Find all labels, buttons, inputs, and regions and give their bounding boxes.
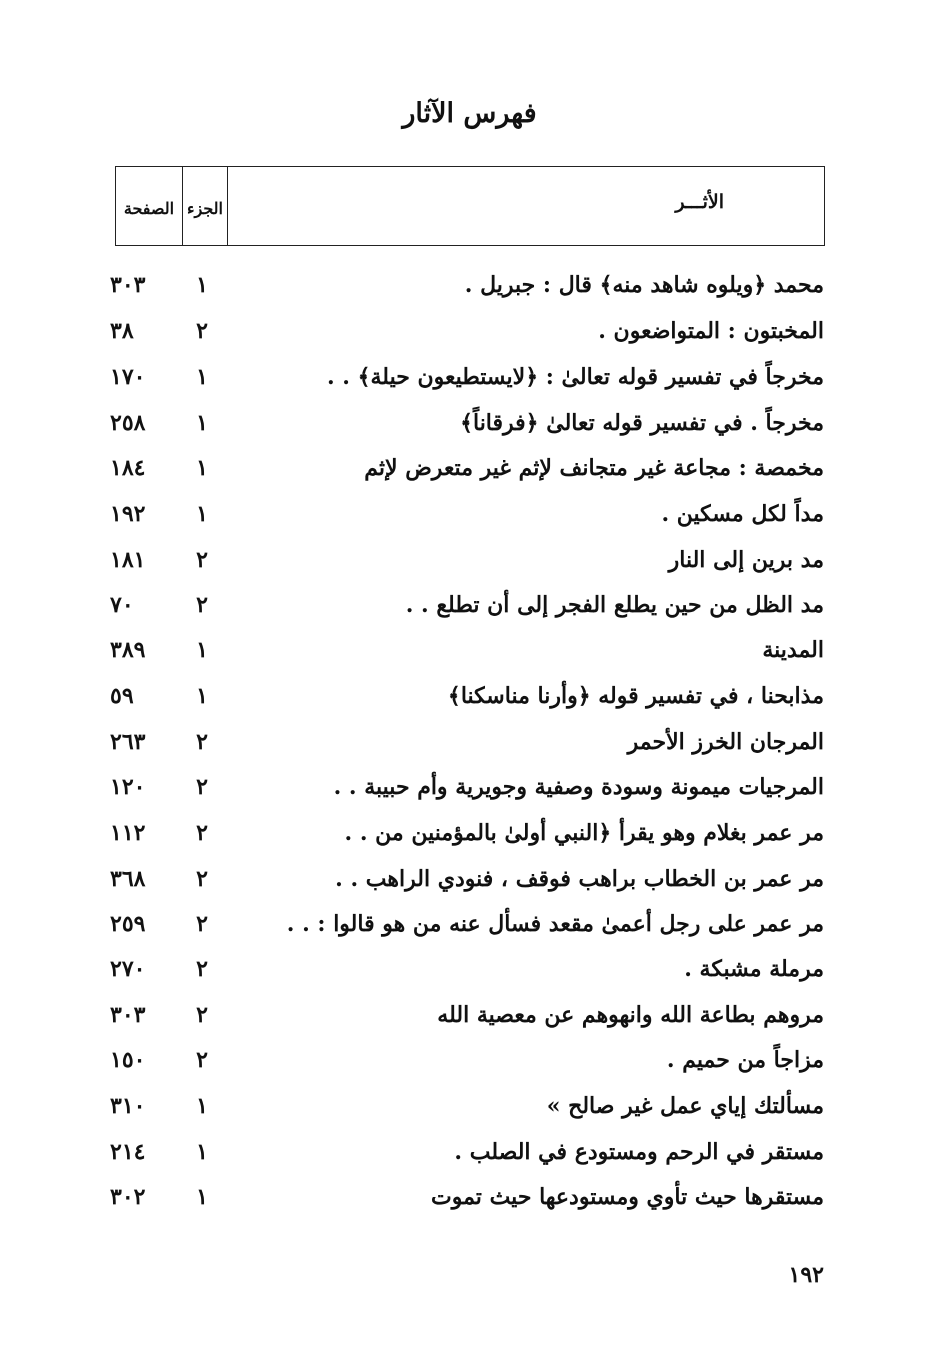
entry-page: ٣٨٩ (110, 637, 146, 663)
entry-part: ٢ (196, 866, 208, 892)
entry-text: المرجان الخرز الأحمر (627, 729, 824, 755)
index-entry (0, 765, 939, 809)
entry-text: مر عمر على رجل أعمىٰ مقعد فسأل عنه من هو قالوا : . . (286, 911, 824, 937)
entry-page: ١٨١ (110, 547, 146, 573)
entry-text: محمد ﴿ويلوه شاهد منه﴾ قال : جبريل . (464, 272, 824, 298)
index-entry (0, 993, 939, 1037)
entry-part: ٢ (196, 1002, 208, 1028)
index-entry (0, 355, 939, 399)
index-entry (0, 902, 939, 946)
entry-part: ١ (196, 272, 208, 298)
entry-page: ٢٥٩ (110, 911, 146, 937)
entry-part: ٢ (196, 820, 208, 846)
index-entry (0, 947, 939, 991)
index-entry (0, 309, 939, 353)
entry-text: المخبتون : المتواضعون . (598, 318, 824, 344)
entry-part: ١ (196, 501, 208, 527)
entry-part: ٢ (196, 911, 208, 937)
entry-page: ٣٦٨ (110, 866, 146, 892)
index-entry (0, 857, 939, 901)
entry-page: ٣٠٢ (110, 1184, 146, 1210)
index-entry (0, 583, 939, 627)
entry-page: ١٥٠ (110, 1047, 146, 1073)
entry-text: مستقر في الرحم ومستودع في الصلب . (454, 1139, 824, 1165)
entry-page: ١٨٤ (110, 455, 146, 481)
entry-text: مر عمر بن الخطاب براهب فوقف ، فنودي الراهب . . (335, 866, 824, 892)
entry-page: ٢٥٨ (110, 410, 146, 436)
entry-page: ١١٢ (110, 820, 146, 846)
entry-text: مداً لكل مسكين . (661, 501, 824, 527)
entry-page: ٣١٠ (110, 1093, 146, 1119)
entry-page: ٢٦٣ (110, 729, 146, 755)
page-number: ١٩٢ (788, 1262, 824, 1288)
entry-page: ١٢٠ (110, 774, 146, 800)
entry-part: ٢ (196, 1047, 208, 1073)
index-entry (0, 263, 939, 307)
entry-part: ١ (196, 410, 208, 436)
entry-page: ٣٠٣ (110, 1002, 146, 1028)
index-entry (0, 1038, 939, 1082)
entry-text: مد الظل من حين يطلع الفجر إلى أن تطلع . . (405, 592, 824, 618)
index-entry (0, 628, 939, 672)
index-entry (0, 1084, 939, 1128)
entry-part: ١ (196, 364, 208, 390)
entry-text: المرجيات ميمونة وسودة وصفية وجويرية وأم حبيبة . . (333, 774, 824, 800)
entry-text: مرملة مشبكة . (684, 956, 824, 982)
index-entry (0, 401, 939, 445)
index-entry (0, 811, 939, 855)
entry-page: ٢٧٠ (110, 956, 146, 982)
entry-text: مزاجاً من حميم . (666, 1047, 824, 1073)
page-title: فهرس الآثار (402, 98, 537, 129)
index-entry (0, 446, 939, 490)
index-entry (0, 1175, 939, 1219)
entry-text: مروهم بطاعة الله وانهوهم عن معصية الله (437, 1002, 824, 1028)
entry-page: ٢١٤ (110, 1139, 146, 1165)
entry-page: ٣٠٣ (110, 272, 146, 298)
entry-text: مستقرها حيث تأوي ومستودعها حيث تموت (431, 1184, 824, 1210)
entry-part: ٢ (196, 547, 208, 573)
index-entry (0, 1130, 939, 1174)
header-part-column: الجزء (183, 167, 228, 245)
entry-page: ١٩٢ (110, 501, 146, 527)
index-entry (0, 538, 939, 582)
entry-part: ١ (196, 1139, 208, 1165)
header-athar-column: الأثـــر (675, 191, 724, 213)
entry-part: ١ (196, 455, 208, 481)
entry-text: مخرجاً . في تفسير قوله تعالىٰ ﴿فرقاناً﴾ (460, 410, 824, 436)
index-entry (0, 720, 939, 764)
entry-part: ١ (196, 637, 208, 663)
entry-part: ١ (196, 1184, 208, 1210)
entry-part: ١ (196, 683, 208, 709)
entry-text: مد برين إلى النار (668, 547, 824, 573)
header-page-column: الصفحة (116, 167, 183, 245)
entry-page: ٥٩ (110, 683, 134, 709)
entry-text: مخمصة : مجاعة غير متجانف لإثم غير متعرض لإثم (364, 455, 824, 481)
entry-part: ٢ (196, 956, 208, 982)
entry-page: ٧٠ (110, 592, 134, 618)
entry-text: المدينة (762, 637, 824, 663)
index-entry (0, 674, 939, 718)
entry-text: مذابحنا ، في تفسير قوله ﴿وأرنا مناسكنا﴾ (447, 683, 824, 709)
entry-part: ٢ (196, 729, 208, 755)
entry-part: ٢ (196, 592, 208, 618)
entry-text: مسألتك إياي عمل غير صالح » (546, 1093, 824, 1119)
index-header-table (115, 166, 825, 246)
entry-part: ١ (196, 1093, 208, 1119)
entry-text: مر عمر بغلام وهو يقرأ ﴿النبي أولىٰ بالمؤمنين من . . (344, 820, 824, 846)
entry-text: مخرجاً في تفسير قوله تعالىٰ : ﴿لايستطيعون حيلة﴾ . . (326, 364, 824, 390)
entry-part: ٢ (196, 318, 208, 344)
entry-page: ٣٨ (110, 318, 134, 344)
index-entry (0, 492, 939, 536)
entry-page: ١٧٠ (110, 364, 146, 390)
entry-part: ٢ (196, 774, 208, 800)
